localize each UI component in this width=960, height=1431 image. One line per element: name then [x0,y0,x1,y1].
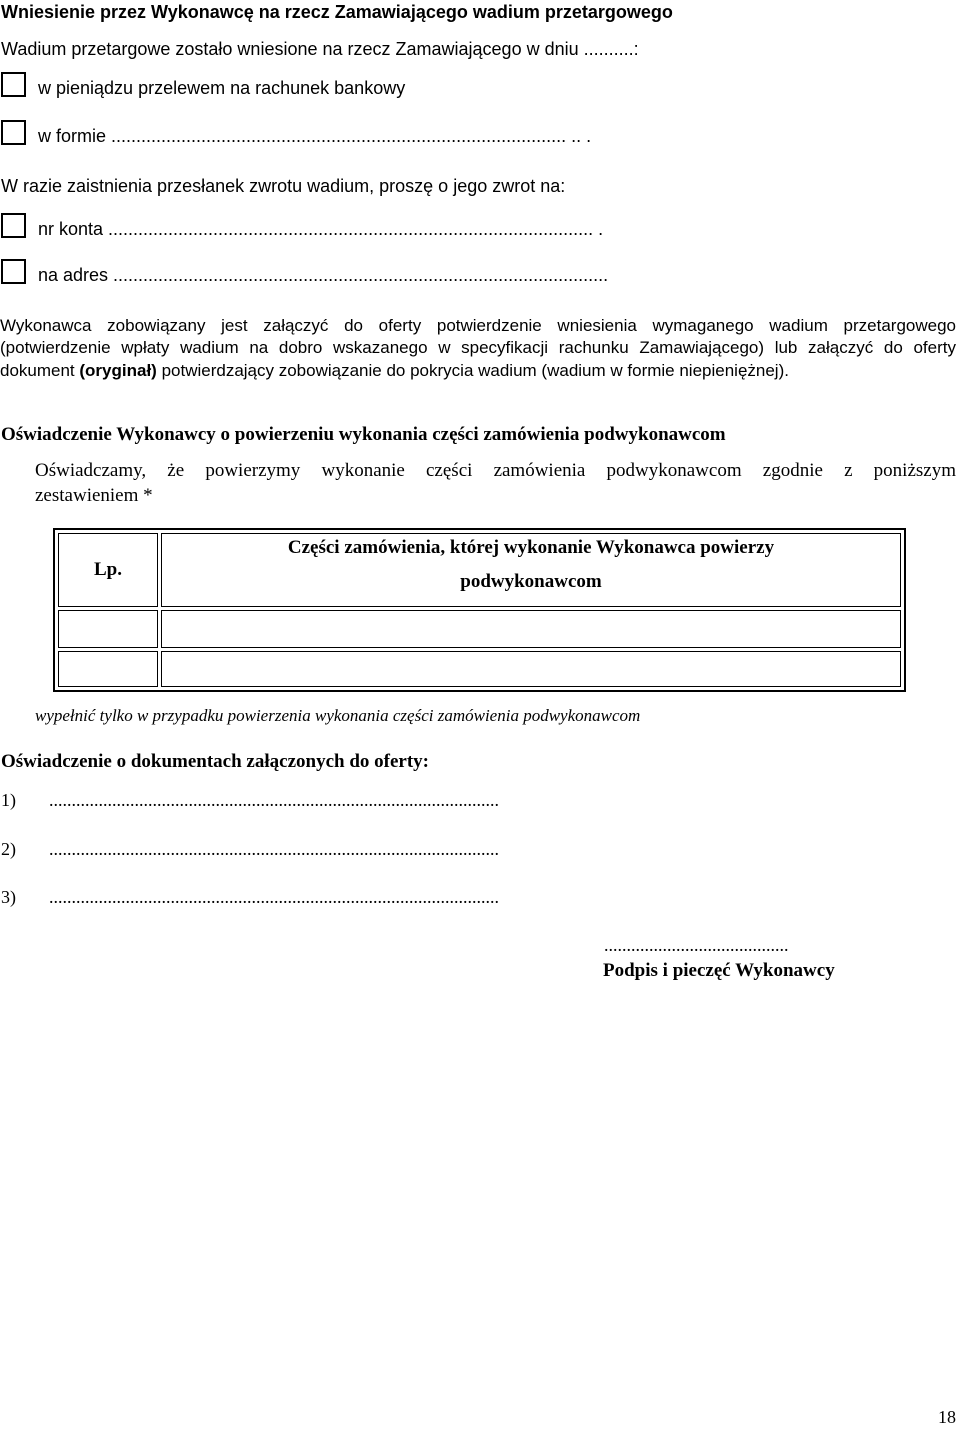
option-money-label: w pieniądzu przelewem na rachunek bankowy [38,78,406,98]
table-cell-lp[interactable] [58,610,158,648]
col-desc-header [161,533,901,607]
documents-heading: Oświadczenie o dokumentach załączonych do oferty: [1,751,429,772]
subcontract-statement-line2: zestawieniem * [35,485,153,506]
return-line: W razie zaistnienia przesłanek zwrotu wadium, proszę o jego zwrot na: [1,176,566,196]
table-header-row [58,533,901,607]
notice-line-1: Wykonawca zobowiązany jest załączyć do oferty potwierdzenie wniesienia wymaganego wadium przetargowego [0,316,956,335]
subcontract-footnote: wypełnić tylko w przypadku powierzenia wykonania części zamówienia podwykonawcom [35,706,641,725]
document-item-text: .................................................................................................... [49,887,499,907]
notice-line-3 [0,361,789,381]
account-checkbox[interactable] [1,213,26,238]
col-desc-line1: Części zamówienia, której wykonanie Wykonawca powierzy [287,537,775,558]
page-number: 18 [938,1407,956,1427]
document-item-num: 1) [1,790,16,810]
address-checkbox[interactable] [1,259,26,284]
table-cell-desc[interactable] [161,651,901,687]
table-row [58,651,901,687]
wadium-heading: Wniesienie przez Wykonawcę na rzecz Zamawiającego wadium przetargowego [1,2,673,22]
option-form-label: w formie ........................................................................................... .. . [38,126,592,146]
document-item-num: 2) [1,839,16,859]
notice-line-3-bold: (oryginał) [79,361,157,380]
option-address-label: na adres ................................................................................................... [38,265,609,285]
table-row [58,610,901,648]
notice-line-3-post: potwierdzający zobowiązanie do pokrycia wadium (wadium w formie niepieniężnej). [156,361,789,380]
form-checkbox[interactable] [1,120,26,145]
col-desc-line2: podwykonawcom [460,571,602,592]
option-account-label: nr konta ................................................................................................. . [38,219,604,239]
subcontract-statement-line1: Oświadczamy, że powierzymy wykonanie części zamówienia podwykonawcom zgodnie z poniższym [35,460,956,481]
money-checkbox[interactable] [1,72,26,97]
col-lp-label: Lp. [94,559,122,580]
subcontract-table [53,528,906,692]
document-item-num: 3) [1,887,16,907]
table-cell-desc[interactable] [161,610,901,648]
notice-line-2: (potwierdzenie wpłaty wadium na dobro wskazanego w specyfikacji rachunku Zamawiającego) lub załączyć do oferty [0,338,956,357]
subcontract-heading: Oświadczenie Wykonawcy o powierzeniu wykonania części zamówienia podwykonawcom [1,424,726,445]
col-lp-header [58,533,158,607]
signature-dots: ......................................... [604,935,789,955]
notice-line-3-pre: dokument [0,361,80,380]
table-cell-lp[interactable] [58,651,158,687]
wadium-date-line: Wadium przetargowe zostało wniesione na rzecz Zamawiającego w dniu ..........: [1,39,639,59]
signature-label: Podpis i pieczęć Wykonawcy [603,960,835,981]
document-item-text: .................................................................................................... [49,839,499,859]
document-item-text: .................................................................................................... [49,790,499,810]
